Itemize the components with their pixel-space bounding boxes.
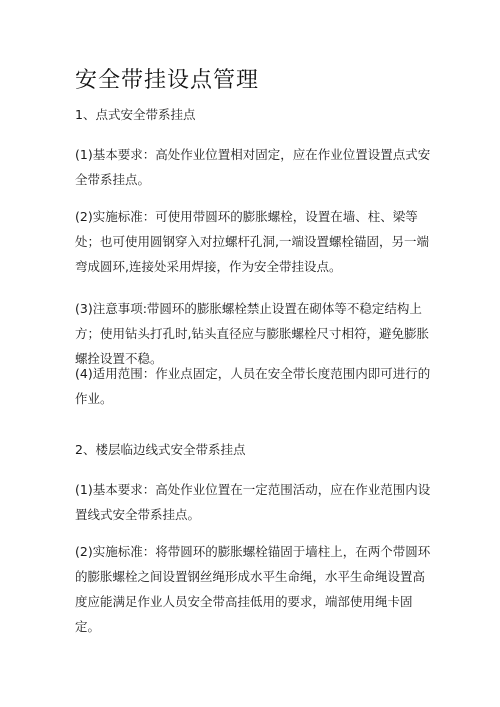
section-2-paragraph-2: (2)实施标准：将带圆环的膨胀螺栓锚固于墙柱上，在两个带圆环的膨胀螺栓之间设置钢丝绳形成水平生命绳，水平生命绳设置高度应能满足作业人员安全带高挂低用的要求，端部使用绳卡固定。	[75, 544, 431, 634]
section-1-paragraph-2: (2)实施标准：可使用带圆环的膨胀螺栓，设置在墙、柱、梁等处；也可使用圆钢穿入对拉螺杆孔洞,一端设置螺栓锚固，另一端弯成圆环,连接处采用焊接，作为安全带挂设点。	[75, 209, 429, 274]
section-1-paragraph-1: (1)基本要求：高处作业位置相对固定，应在作业位置设置点式安全带系挂点。	[75, 147, 431, 187]
section-1-paragraph-4: (4)适用范围：作业点固定，人员在安全带长度范围内即可进行的作业。	[75, 366, 431, 406]
section-2-paragraph-1: (1)基本要求：高处作业位置在一定范围活动，应在作业范围内设置线式安全带系挂点。	[75, 482, 431, 522]
document-title: 安全带挂设点管理	[75, 68, 260, 93]
section-1-heading: 1、点式安全带系挂点	[75, 107, 196, 122]
section-1-paragraph-3: (3)注意事项:带圆环的膨胀螺栓禁止设置在砌体等不稳定结构上方；使用钻头打孔时,钻头直径应与膨胀螺栓尺寸相符，避免膨胀螺拴设置不稳。	[75, 301, 429, 366]
section-2-heading: 2、楼层临边线式安全带系挂点	[75, 442, 246, 457]
